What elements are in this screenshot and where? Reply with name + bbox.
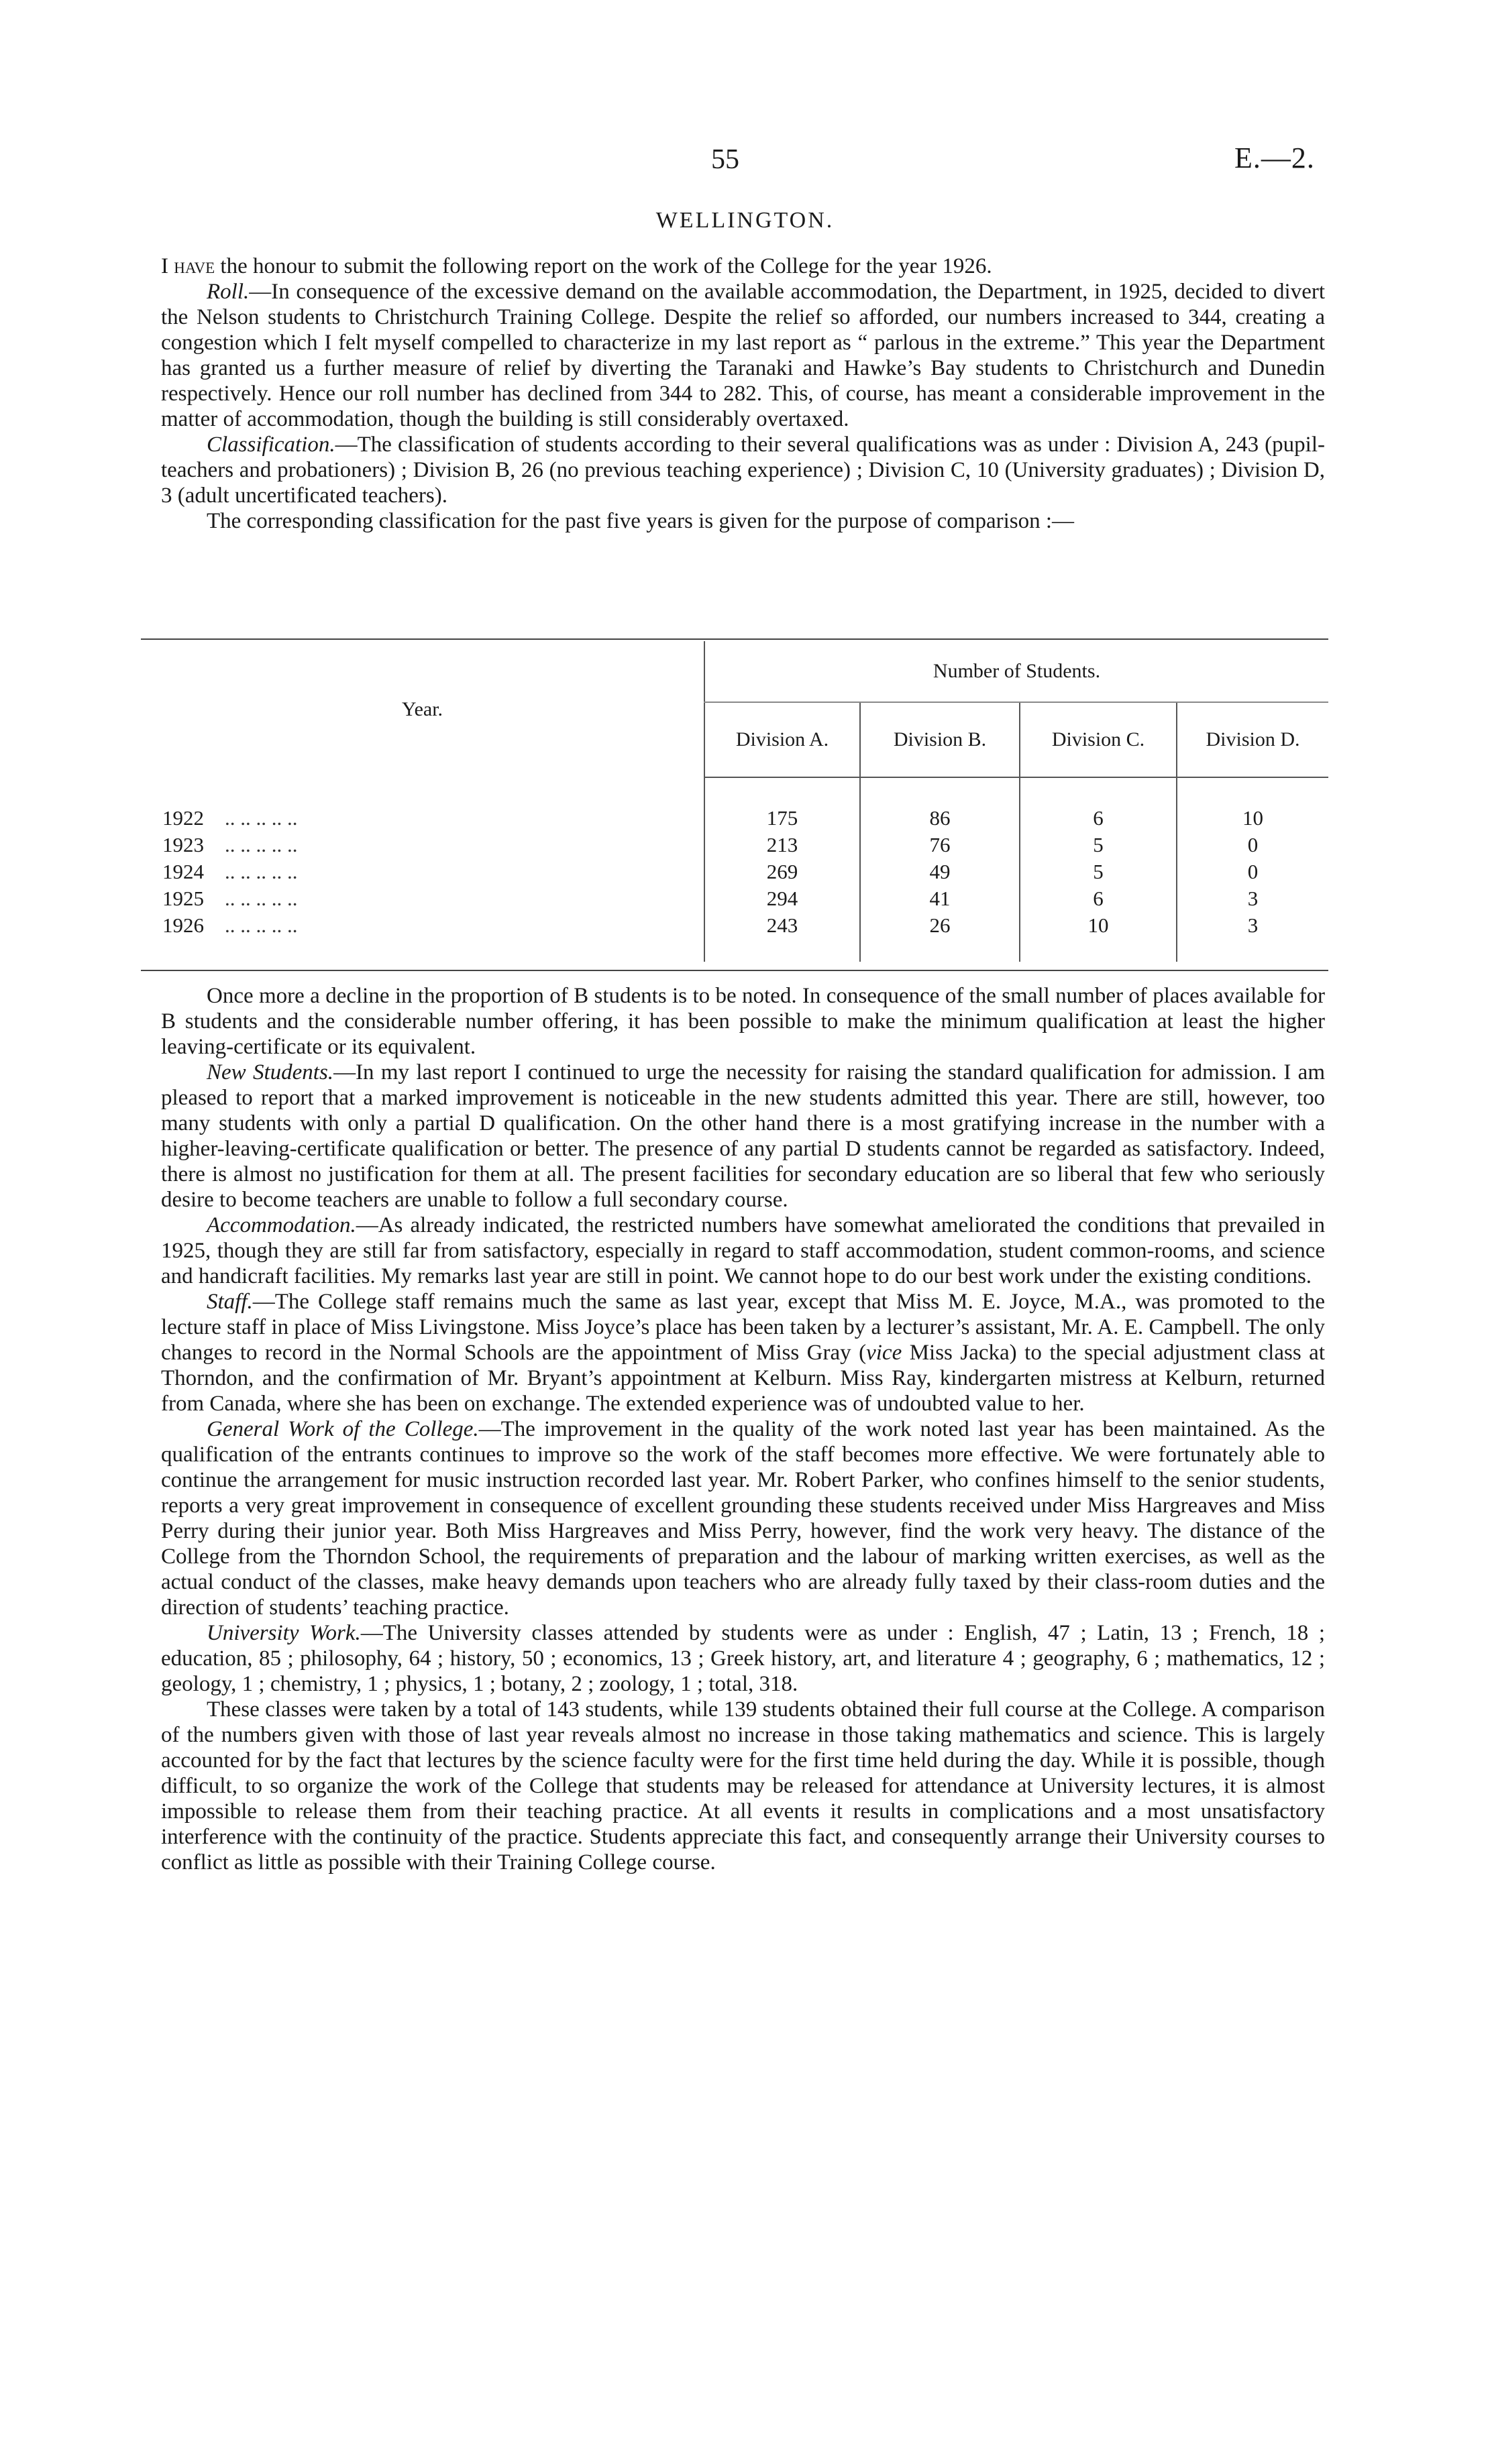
year-value: 1922: [162, 806, 204, 830]
division-b-cell: 86: [860, 805, 1020, 832]
year-cell: [141, 805, 704, 832]
new-students-text: —In my last report I continued to urge the necessity for raising the standard qualification for admission. I am pleased to report that a marked improvement is noticeable in the new students admitted this year. There are still, however, too many students with only a partial D qualification. On the other hand there is a most gratifying increase in the number with a higher-leaving-certificate qualification or better. The presence of any partial D students cannot be regarded as satisfactory. Indeed, there is almost no justification for them at all. The present facilities for secondary education are so liberal that few who seriously desire to become teachers are unable to follow a full secondary course.: [161, 1060, 1325, 1212]
leader-dots: .. .. .. .. ..: [225, 860, 298, 883]
table-row: [141, 912, 1328, 939]
division-d-cell: 0: [1177, 832, 1328, 858]
report-body: [161, 983, 1325, 1875]
general-work-paragraph: [161, 1416, 1325, 1620]
accommodation-paragraph: [161, 1213, 1325, 1289]
page-number: 55: [711, 144, 739, 175]
division-c-cell: 6: [1020, 885, 1177, 912]
comparison-paragraph: The corresponding classification for the past five years is given for the purpose of comparison :—: [207, 509, 1075, 533]
division-c-cell: 10: [1020, 912, 1177, 939]
table-bottom-rule: [141, 970, 1328, 971]
classification-heading: Classification.: [207, 433, 335, 457]
opening-text: the honour to submit the following report on the work of the College for the year 1926.: [215, 254, 992, 278]
division-b-cell: 26: [860, 912, 1020, 939]
decline-paragraph: Once more a decline in the proportion of B students is to be noted. In consequence of the small number of places available for B students and the considerable number offering, it has been possible to make the minimum qualification at least the higher leaving-certificate or its equivalent.: [161, 984, 1325, 1059]
section-title: WELLINGTON.: [655, 208, 835, 233]
general-work-heading: General Work of the College.: [207, 1417, 479, 1441]
university-work-paragraph: [161, 1620, 1325, 1697]
intro-section: [161, 254, 1325, 534]
leader-dots: .. .. .. .. ..: [225, 913, 298, 937]
division-b-header: Division B.: [860, 702, 1020, 777]
classification-text: —The classification of students according to their several qualifications was as under : Division A, 243 (pupil-teachers and probationers) ; Division B, 26 (no previous teaching experience) ; Division C, 10 (University graduates) ; Division D, 3 (adult uncertificated teachers).: [161, 433, 1325, 508]
table-row: [141, 858, 1328, 885]
year-column-header: Year.: [401, 697, 443, 720]
roll-heading: Roll.: [207, 280, 250, 304]
division-b-cell: 76: [860, 832, 1020, 858]
division-a-cell: 294: [704, 885, 860, 912]
year-cell: [141, 912, 704, 939]
year-cell: [141, 832, 704, 858]
number-of-students-header: Number of Students.: [704, 641, 1328, 702]
division-c-cell: 5: [1020, 832, 1177, 858]
division-d-cell: 3: [1177, 885, 1328, 912]
table-row: [141, 885, 1328, 912]
staff-text-1: —The College staff remains much the same as last year, except that Miss M. E. Joyce, M.A., was promoted to the lecture staff in place of Miss Livingstone. Miss Joyce’s place has been taken by a lecturer’s assistant, Mr. A. E. Campbell. The only changes to record in the Normal Schools are the appointment of Miss Gray (: [161, 1290, 1325, 1365]
opening-paragraph: [161, 254, 1325, 279]
university-work-text: —The University classes attended by students were as under : English, 47 ; Latin, 13 ; French, 18 ; education, 85 ; philosophy, 64 ; history, 50 ; economics, 13 ; Greek history, art, and literature 4 ; geography, 6 ; mathematics, 12 ; geology, 1 ; chemistry, 1 ; physics, 1 ; botany, 2 ; zoology, 1 ; total, 318.: [161, 1621, 1325, 1696]
division-d-cell: 10: [1177, 805, 1328, 832]
closing-paragraph: These classes were taken by a total of 143 students, while 139 students obtained their full course at the College. A comparison of the numbers given with those of last year reveals almost no increase in those taking mathematics and science. This is largely accounted for by the fact that lectures by the science faculty were for the first time held during the day. While it is possible, though difficult, to so organize the work of the College that students may be released for attendance at University lectures, it is almost impossible to release them from their teaching practice. At all events it results in complications and a most unsatisfactory interference with the continuity of the practice. Students appreciate this fact, and consequently arrange their University courses to conflict as little as possible with their Training College course.: [161, 1697, 1325, 1874]
year-value: 1925: [162, 887, 204, 910]
staff-text-2: Miss Jacka) to the special adjustment class at Thorndon, and the confirmation of Mr. Bryant’s appointment at Kelburn. Miss Ray, kindergarten mistress at Kelburn, returned from Canada, where she has been on exchange. The extended experience was of undoubted value to her.: [161, 1341, 1325, 1416]
year-value: 1924: [162, 860, 204, 883]
division-a-cell: 243: [704, 912, 860, 939]
leader-dots: .. .. .. .. ..: [225, 833, 298, 856]
table-row: [141, 832, 1328, 858]
year-cell: [141, 885, 704, 912]
document-reference: E.—2.: [1234, 142, 1315, 174]
year-value: 1923: [162, 833, 204, 856]
roll-text: —In consequence of the excessive demand on the available accommodation, the Department, in 1925, decided to divert the Nelson students to Christchurch Training College. Despite the relief so afforded, our numbers increased to 344, creating a congestion which I felt myself compelled to characterize in my last report as “ parlous in the extreme.” This year the Department has granted us a further measure of relief by diverting the Taranaki and Hawke’s Bay students to Christchurch and Dunedin respectively. Hence our roll number has declined from 344 to 282. This, of course, has meant a considerable improvement in the matter of accommodation, though the building is still considerably overtaxed.: [161, 280, 1325, 431]
year-cell: [141, 858, 704, 885]
division-a-cell: 175: [704, 805, 860, 832]
staff-vice: vice: [866, 1341, 902, 1365]
division-d-cell: 3: [1177, 912, 1328, 939]
division-c-cell: 5: [1020, 858, 1177, 885]
roll-paragraph: [161, 279, 1325, 432]
leader-dots: .. .. .. .. ..: [225, 806, 298, 830]
new-students-heading: New Students.: [207, 1060, 334, 1084]
division-a-cell: 213: [704, 832, 860, 858]
division-b-cell: 49: [860, 858, 1020, 885]
university-work-heading: University Work.: [207, 1621, 361, 1645]
classification-paragraph: [161, 432, 1325, 508]
staff-heading: Staff.: [207, 1290, 253, 1314]
division-d-cell: 0: [1177, 858, 1328, 885]
division-c-header: Division C.: [1020, 702, 1177, 777]
new-students-paragraph: [161, 1060, 1325, 1213]
division-a-cell: 269: [704, 858, 860, 885]
division-d-header: Division D.: [1177, 702, 1328, 777]
division-b-cell: 41: [860, 885, 1020, 912]
division-c-cell: 6: [1020, 805, 1177, 832]
accommodation-text: —As already indicated, the restricted numbers have somewhat ameliorated the conditions that prevailed in 1925, though they are still far from satisfactory, especially in regard to staff accommodation, student common-rooms, and science and handicraft facilities. My remarks last year are still in point. We cannot hope to do our best work under the existing conditions.: [161, 1213, 1325, 1288]
staff-paragraph: [161, 1289, 1325, 1416]
year-value: 1926: [162, 913, 204, 937]
opening-caps: I have: [161, 254, 215, 278]
classification-table: [141, 641, 1328, 962]
table-top-rule: [141, 638, 1328, 640]
general-work-text: —The improvement in the quality of the work noted last year has been maintained. As the qualification of the entrants continues to improve so the work of the staff becomes more effective. We were fortunately able to continue the arrangement for music instruction recorded last year. Mr. Robert Parker, who confines himself to the senior students, reports a very great improvement in consequence of excellent grounding these students received under Miss Hargreaves and Miss Perry during their junior year. Both Miss Hargreaves and Miss Perry, however, find the work very heavy. The distance of the College from the Thorndon School, the requirements of preparation and the labour of marking written exercises, as well as the actual conduct of the classes, make heavy demands upon teachers who are already fully taxed by their class-room duties and the direction of students’ teaching practice.: [161, 1417, 1325, 1620]
division-a-header: Division A.: [704, 702, 860, 777]
leader-dots: .. .. .. .. ..: [225, 887, 298, 910]
accommodation-heading: Accommodation.: [207, 1213, 356, 1237]
table-row: [141, 805, 1328, 832]
